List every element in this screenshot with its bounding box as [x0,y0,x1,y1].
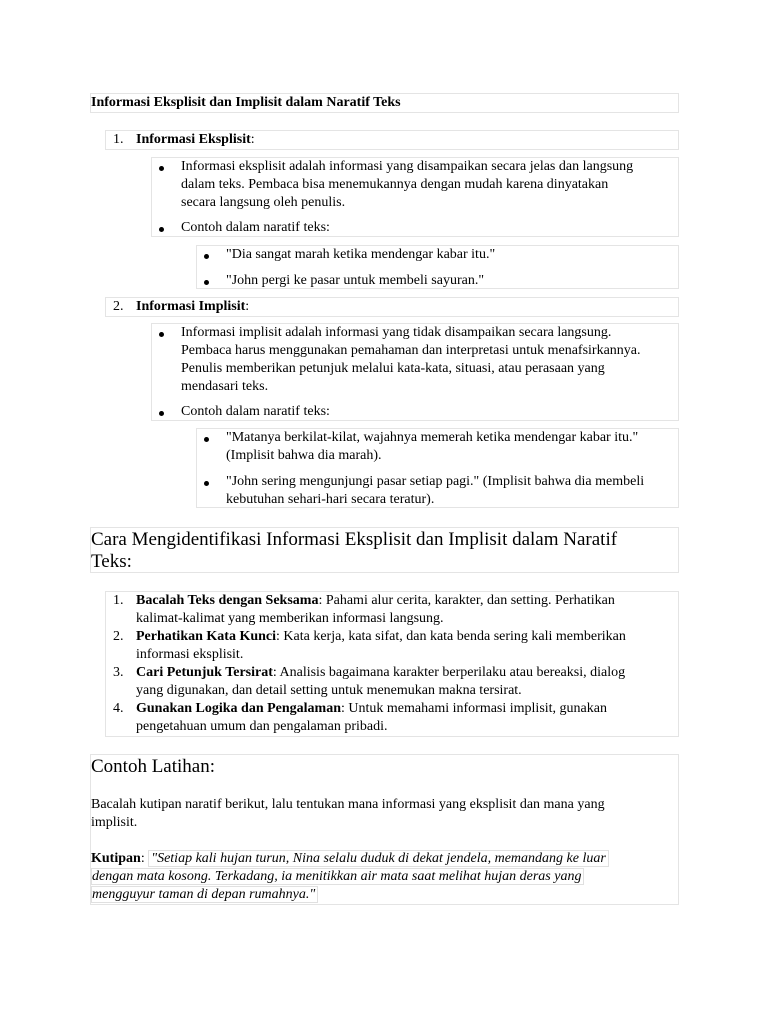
step-3-number: 3. [113,665,124,680]
step-2-line1: Perhatikan Kata Kunci: Kata kerja, kata sifat, dan kata benda sering kali memberikan [136,629,626,644]
quote-line2 [91,868,584,886]
item1-example-2: "John pergi ke pasar untuk membeli sayuran." [226,273,485,288]
step-3-line1: Cari Petunjuk Tersirat: Analisis bagaimana karakter berperilaku atau bereaksi, dialog [136,665,626,680]
quote-text-line1: "Setiap kali hujan turun, Nina selalu duduk di dekat jendela, memandang ke luar [148,850,609,867]
item1-label: Informasi Eksplisit: [136,132,255,147]
item2-definition-line4: mendasari teks. [181,379,269,394]
item2-definition-line3: Penulis memberikan petunjuk melalui kata-kata, situasi, atau perasaan yang [181,361,605,376]
instruction-line2: implisit. [91,815,138,830]
item1-definition-line2: dalam teks. Pembaca bisa menemukannya dengan mudah karena dinyatakan [181,177,609,192]
section3-heading: Contoh Latihan: [91,756,216,777]
step-1-line1: Bacalah Teks dengan Seksama: Pahami alur cerita, karakter, dan setting. Perhatikan [136,593,615,608]
quote-text-line3: mengguyur taman di depan rumahnya." [91,886,318,903]
section2-heading-line1: Cara Mengidentifikasi Informasi Eksplisit dan Implisit dalam Naratif [91,529,618,550]
bullet-icon [159,332,164,337]
item2-example-2-line1: "John sering mengunjungi pasar setiap pagi." (Implisit bahwa dia membeli [226,474,645,489]
bullet-icon [204,280,209,285]
item1-number: 1. [113,132,124,147]
item2-number: 2. [113,299,124,314]
section2-heading-line2: Teks: [91,551,132,572]
item2-example-2-line2: kebutuhan sehari-hari secara teratur). [226,492,435,507]
step-4-line1: Gunakan Logika dan Pengalaman: Untuk memahami informasi implisit, gunakan [136,701,607,716]
document-title: Informasi Eksplisit dan Implisit dalam Naratif Teks [91,95,401,110]
quote-line1: Kutipan: "Setiap kali hujan turun, Nina selalu duduk di dekat jendela, memandang ke luar [91,850,609,868]
item1-definition-line1: Informasi eksplisit adalah informasi yang disampaikan secara jelas dan langsung [181,159,634,174]
item1-example-1: "Dia sangat marah ketika mendengar kabar itu." [226,247,496,262]
item1-example-label: Contoh dalam naratif teks: [181,220,330,235]
item2-label: Informasi Implisit: [136,299,250,314]
step-1-line2: kalimat-kalimat yang memberikan informasi langsung. [136,611,444,626]
step-4-number: 4. [113,701,124,716]
quote-text-line2: dengan mata kosong. Terkadang, ia menitikkan air mata saat melihat hujan deras yang [91,868,584,885]
quote-label: Kutipan [91,851,141,866]
bullet-icon [204,254,209,259]
bullet-icon [204,481,209,486]
bullet-icon [159,411,164,416]
item2-definition-line1: Informasi implisit adalah informasi yang tidak disampaikan secara langsung. [181,325,612,340]
item2-example-1-line2: (Implisit bahwa dia marah). [226,448,382,463]
step-2-line2: informasi eksplisit. [136,647,244,662]
item2-example-label: Contoh dalam naratif teks: [181,404,330,419]
instruction-line1: Bacalah kutipan naratif berikut, lalu tentukan mana informasi yang eksplisit dan mana yang [91,797,605,812]
step-2-number: 2. [113,629,124,644]
quote-line3 [91,886,318,904]
item1-definition-line3: secara langsung oleh penulis. [181,195,346,210]
bullet-icon [159,227,164,232]
item2-example-1-line1: "Matanya berkilat-kilat, wajahnya memerah ketika mendengar kabar itu." [226,430,639,445]
step-3-line2: yang digunakan, dan detail setting untuk menemukan makna tersirat. [136,683,522,698]
bullet-icon [159,166,164,171]
item2-definition-line2: Pembaca harus menggunakan pemahaman dan interpretasi untuk menafsirkannya. [181,343,641,358]
step-4-line2: pengetahuan umum dan pengalaman pribadi. [136,719,388,734]
bullet-icon [204,437,209,442]
step-1-number: 1. [113,593,124,608]
